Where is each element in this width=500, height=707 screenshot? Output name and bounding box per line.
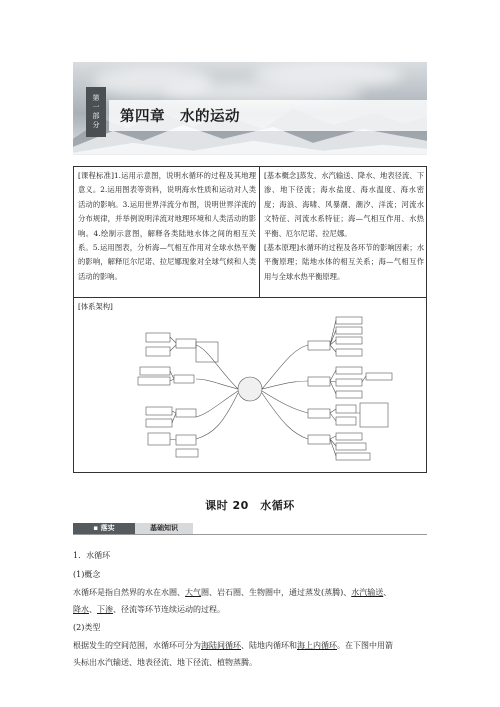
curriculum-table [73, 166, 427, 473]
concept-text: 蒸发、水汽输送、降水、地表径流、下渗、地下径流；海水盐度、海水温度、海水密度；海浪、海啸、风暴潮、潮汐、洋流；河流水文特征、河流水系特征；海—气相互作用、水热平衡、厄尔尼诺、拉尼娜。 [264, 171, 424, 238]
principle-text: 水循环的过程及各环节的影响因素；水平衡原理；陆地水体的相互关系；海—气相互作用与全球水热平衡原理。 [264, 243, 424, 281]
section-label: 基础知识 [135, 523, 193, 534]
subheading-concept: (1)概念 [73, 570, 101, 579]
principle-tag: [基本原理] [264, 243, 300, 253]
standard-text: 1.运用示意图，说明水循环的过程及其地理意义。2.运用图表等资料，说明海水性质和运动对人类活动的影响。3.运用世界洋流分布图，说明世界洋流的分布规律，并举例说明洋流对地理环境和人类活动的影响。4.绘制示意图，解释各类陆地水体之间的相互关系。5.运用图表，分析海—气相互作用对全球水热平衡的影响，解释厄尔尼诺、拉尼娜现象对全球气候和人类活动的影响。 [78, 171, 256, 281]
lesson-title: 课时 20 水循环 [205, 499, 295, 512]
chapter-title: 第四章 水的运动 [120, 109, 240, 125]
blank-answer: 大气 [185, 588, 201, 597]
paragraph-concept-line2: 降水、下渗、径流等环节连续运动的过程。 [73, 605, 225, 614]
paragraph-types-line1: 根据发生的空间范围，水循环可分为海陆间循环、陆地内循环和海上内循环。在下图中用箭 [73, 641, 393, 650]
heading-water-cycle: 1．水循环 [73, 551, 111, 560]
paragraph-concept-line1: 水循环是指自然界的水在水圈、大气圈、岩石圈、生物圈中，通过蒸发(蒸腾)、水汽输送、 [73, 588, 392, 597]
paragraph-types-line2: 头标出水汽输送、地表径流、地下径流、植物蒸腾。 [73, 658, 257, 667]
blank-answer: 海陆间循环 [201, 641, 241, 650]
section-tag: ▪ 落实 [73, 523, 135, 534]
blank-answer: 海上内循环 [297, 641, 337, 650]
subheading-types: (2)类型 [73, 623, 101, 632]
concept-tag: [基本概念] [264, 171, 300, 180]
blank-answer: 降水 [73, 605, 89, 614]
blank-answer: 水汽输送 [351, 588, 384, 597]
part-tab: 第 一 部 分 [86, 87, 106, 137]
curriculum-standard-cell [78, 169, 256, 284]
concept-principle-cell [264, 169, 424, 284]
standard-tag: [课程标准] [78, 171, 114, 180]
section-header [73, 523, 427, 535]
concept-map-diagram [78, 309, 422, 469]
blank-answer: 下渗 [97, 605, 113, 614]
structure-tag: [体系架构] [78, 302, 113, 311]
